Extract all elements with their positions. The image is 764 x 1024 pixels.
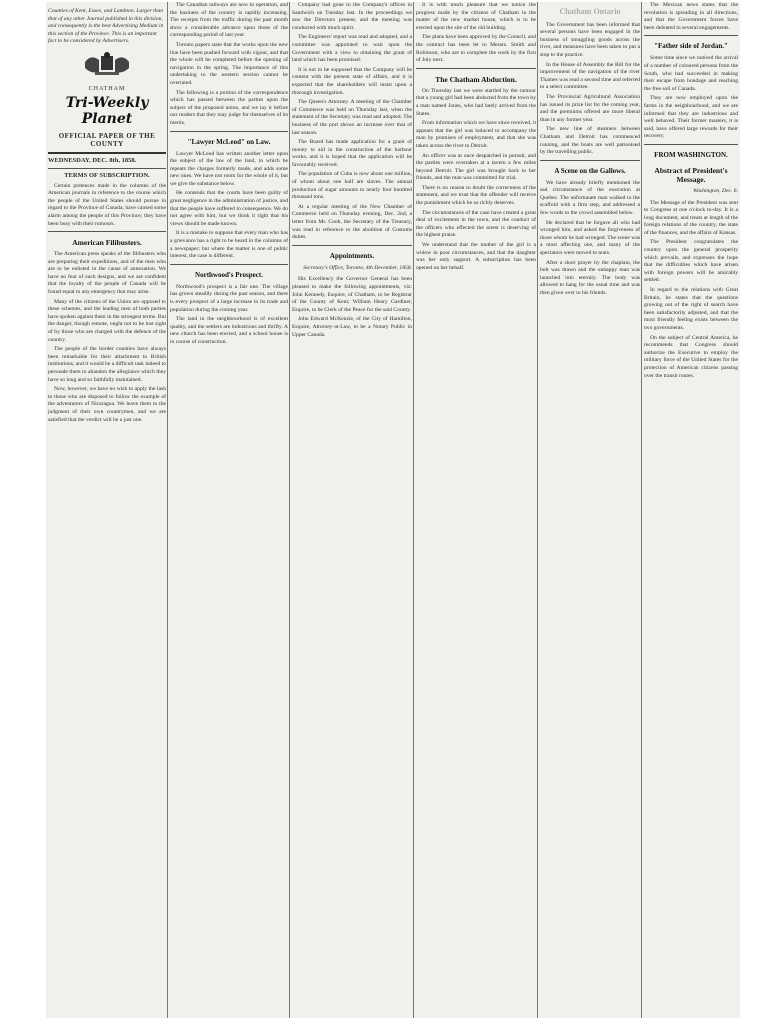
appointments-byline: Secretary's Office, Toronto, 4th December, 1858. — [303, 264, 412, 271]
column-3 — [292, 2, 412, 1018]
column-1 — [48, 2, 166, 1018]
date-divider — [48, 168, 166, 169]
section-divider — [48, 231, 166, 232]
paragraph: The population of Cuba is now about one million, of whom about one half are slaves. The annual production of sugar amounts to nearly four hundred thousand tons. — [292, 171, 412, 201]
column-rule — [537, 2, 538, 1018]
section-divider — [292, 245, 412, 246]
paragraph: We understand that the mother of the girl is a widow in poor circumstances, and that the daughter was her only support. A subscription has been opened on her behalf. — [416, 242, 536, 271]
library-stamp: Chatham Ontario — [559, 7, 621, 16]
headline-appointments: Appointments. — [329, 251, 375, 260]
headline-lawyer-mcleod: "Lawyer McLeod" on Law. — [187, 137, 271, 146]
column-rule — [289, 2, 290, 1018]
paragraph: The land in the neighbourhood is of excellent quality, and the settlers are industrious and thrifty. A new church has been erected, and a school house is in course of construction. — [170, 316, 288, 345]
paragraph: The President congratulates the country upon the general prosperity which prevails, and expresses the hope that the difficulties which have arisen with foreign powers will be amicably settled. — [644, 239, 738, 284]
section-divider — [540, 160, 640, 161]
paragraph: After a short prayer by the chaplain, the bolt was drawn and the unhappy man was launched into eternity. The body was allowed to hang for the usual time and was then given over to his friends. — [540, 259, 640, 296]
masthead-lead-in: Counties of Kent, Essex, and Lambton. Larger than that of any other Journal published in this division, and consequently is the best Advertising Medium in this section of the Province. This is an important fact to be considered by Advertisers. — [48, 8, 164, 45]
column-rule — [641, 2, 642, 1018]
paragraph: The Board has made application for a grant of money to aid in the construction of the harbour works, and it is hoped that the application will be favourably received. — [292, 139, 412, 168]
paragraph: At a regular meeting of the New Chamber of Commerce held on Thursday evening, Dec. 2nd, a letter from Mr. Cook, the Secretary of the Treasury, was read in reference to the abolition of Customs duties. — [292, 203, 412, 241]
headline-abstract-message: Abstract of President's Message. — [654, 165, 728, 184]
column-5 — [540, 2, 640, 1018]
issue-date: WEDNESDAY, DEC. 8th, 1858. — [48, 157, 137, 165]
headline-northwood: Northwood's Prospect. — [195, 270, 263, 279]
column-4 — [416, 2, 536, 1018]
message-byline: Washington, Dec. 6. — [692, 187, 738, 194]
section-divider — [170, 131, 288, 132]
paragraph: The plans have been approved by the Council, and the contract has been let to Messrs. Smith and Robinson, who are to complete the work by the first of July next. — [416, 34, 536, 64]
paragraph: Company had gone to the Company's offices in Sandwich on Tuesday last. In the proceedings we saw the Directors present, and the meeting was conducted with much spirit. — [292, 2, 412, 31]
section-divider — [170, 264, 288, 265]
paragraph: It is not to be supposed that the Company will be content with the present state of affairs, and it is expected that the shareholders will insist upon a thorough investigation. — [292, 66, 412, 96]
paragraph: The Message of the President was sent to Congress at one o'clock to-day. It is a long document, and treats at length of the foreign relations of the country, the state of the finances, and the affairs of Kansas. — [644, 199, 738, 236]
paragraph: The Mexican news states that the revolution is spreading in all directions, and that the Government forces have been defeated in several engagements. — [644, 2, 738, 31]
paragraph: The Engineers' report was read and adopted, and a committee was appointed to wait upon the Government with a view to obtaining the grant of land which has been promised. — [292, 34, 412, 64]
paragraph: The Queen's Attorney. A meeting of the Chamber of Commerce was held on Thursday last, when the statement of the Secretary was read and adopted. The business of the port shows an increase over that of last season. — [292, 99, 412, 136]
headline-american-filibusters: American Filibusters. — [72, 238, 142, 248]
paragraph: Some time since we noticed the arrival of a number of coloured persons from the South, who had succeeded in making their escape from bondage and reaching the free soil of Canada. — [644, 55, 738, 92]
paragraph: The new line of steamers between Chatham and Detroit has commenced running, and the boats are well patronised by the travelling public. — [540, 126, 640, 156]
paragraph: The American press speaks of the filibusters who are preparing their expeditions, and of the men who are to be enlisted in the cause of annexation. We have no fear of such designs, and we are confident that the loyalty of the people of Canada will be found equal to any emergency that may arise. — [48, 251, 166, 296]
paragraph: Lawyer McLeod has written another letter upon the subject of the law of the land, in which he repeats the charges formerly made, and adds some new ones. We have not room for the whole of it, but we give the substance below. — [170, 150, 288, 187]
newspaper-title: Tri-Weekly Planet — [65, 95, 149, 128]
paragraph: Toronto papers state that the works upon the new line have been pushed forward with vigour, and that the whole will be completed before the opening of navigation in the spring. The importance of this undertaking to the western section cannot be overrated. — [170, 41, 288, 86]
column-6 — [644, 2, 738, 1018]
paragraph: The following is a portion of the correspondence which has passed between the parties upon the subject of the proposed union, and we lay it before our readers that they may judge for themselves of its merits. — [170, 89, 288, 126]
paragraph: It is a mistake to suppose that every man who has a grievance has a right to be heard in the columns of a newspaper; but where the matter is one of public interest, the case is different. — [170, 230, 288, 260]
column-rule — [413, 2, 414, 1018]
paragraph: From information which we have since received, it appears that the girl was induced to accompany the man by promises of employment, and that she was taken across the river to Detroit. — [416, 120, 536, 149]
paragraph: Northwood's prospect is a fair one. The village has grown steadily during the past season, and there is every prospect of a large increase in its trade and population during the coming year. — [170, 283, 288, 313]
headline-from-washington: FROM WASHINGTON. — [654, 150, 728, 159]
paragraph: The Provincial Agricultural Association has issued its prize list for the coming year, and the premiums offered are more liberal than in any former year. — [540, 93, 640, 123]
column-rule — [167, 2, 168, 1018]
paragraph: There is no reason to doubt the correctness of the statement, and we trust that the offender will receive the punishment which he so richly deserves. — [416, 184, 536, 207]
masthead-place: CHATHAM — [88, 85, 126, 92]
masthead — [48, 2, 166, 180]
headline-father-side-jordan: "Father side of Jordan." — [654, 42, 728, 51]
royal-crest-icon — [77, 52, 137, 78]
paragraph: In regard to the relations with Great Britain, he states that the questions growing out of the right of search have been satisfactorily adjusted, and that the most friendly feeling exists between the two governments. — [644, 287, 738, 331]
newspaper-page — [46, 2, 740, 1018]
paragraph: The Canadian railways are now in operation, and the business of the country is rapidly increasing. The receipts from the traffic during the past month show a considerable advance upon those of the corresponding period of last year. — [170, 2, 288, 39]
paragraph: His Excellency the Governor General has been pleased to make the following appointments, viz: John Kennedy, Esquire, of Chatham, to be Registrar of the County of Kent; William Henry Gardiner, Esquire, to be Clerk of the Peace for the said County. — [292, 276, 412, 313]
section-divider — [416, 68, 536, 69]
paragraph: In the House of Assembly the Bill for the improvement of the navigation of the river Thames was read a second time and referred to a select committee. — [540, 61, 640, 91]
paragraph: The people of the border counties have always been remarkable for their attachment to British institutions, and it would be a difficult task indeed to persuade them to abandon the allegiance which they have so long and so faithfully maintained. — [48, 346, 166, 383]
headline-chatham-abduction: The Chatham Abduction. — [435, 74, 517, 84]
paragraph: He contends that the courts have been guilty of great negligence in the administration of justice, and that the people have suffered in consequence. We do not agree with him, but we think it right that his views should be made known. — [170, 190, 288, 227]
paragraph: The Government has been informed that several persons have been engaged in the business of smuggling goods across the river, and measures have been taken to put a stop to the practice. — [540, 21, 640, 58]
paragraph: They are now employed upon the farms in the neighbourhood, and we are informed that they are industrious and well behaved. Their former masters, it is said, have offered large rewards for their recovery. — [644, 95, 738, 140]
column-2 — [170, 2, 288, 1018]
section-divider — [644, 144, 738, 145]
paragraph: On the subject of Central America, he recommends that Congress should authorize the Executive to employ the military force of the United States for the protection of American citizens passing over the transit routes. — [644, 334, 738, 379]
paragraph: The circumstances of the case have created a great deal of excitement in the town, and the conduct of the officers who effected the arrest is deserving of the highest praise. — [416, 209, 536, 239]
paragraph: John Edward McKenzie, of the City of Hamilton, Esquire, Attorney-at-Law, to be a Notary Public in Upper Canada. — [292, 316, 412, 338]
paragraph: We have already briefly mentioned the sad circumstance of the execution at Quebec. The unfortunate man walked to the scaffold with a firm step, and addressed a few words to the crowd assembled below. — [540, 179, 640, 217]
headline-scene-gallows: A Scene on the Gallows. — [554, 166, 626, 175]
official-paper-line: OFFICIAL PAPER OF THE COUNTY — [58, 132, 156, 148]
paragraph: On Thursday last we were startled by the rumour that a young girl had been abducted from the town by a man named Jones, who had lately arrived from the States. — [416, 87, 536, 117]
section-divider — [644, 35, 738, 36]
paragraph: Now, however, we have no wish to apply the lash to those who are disposed to follow the example of the adventurers of Nicaragua. We leave them to the judgment of their own countrymen, and we are satisfied that the verdict will be a just one. — [48, 386, 166, 423]
paragraph: He declared that he forgave all who had wronged him, and asked the forgiveness of those whom he had wronged. The scene was a most affecting one, and many of the spectators were moved to tears. — [540, 219, 640, 257]
masthead-divider — [48, 152, 166, 154]
paragraph: Certain pretences made in the columns of the American journals in reference to the course which the people of the United States should pursue in regard to the Province of Canada, have caused some alarm among the people of this Province; they have been busy with their rumours. — [48, 182, 166, 227]
terms-heading: TERMS OF SUBSCRIPTION. — [64, 171, 150, 179]
paragraph: It is with much pleasure that we notice the progress made by the citizens of Chatham in the matter of the new market house, which is to be erected upon the site of the old building. — [416, 2, 536, 31]
paragraph: An officer was at once despatched in pursuit, and the parties were overtaken at a tavern a few miles beyond Detroit. The girl was brought back to her friends, and the man was committed for trial. — [416, 152, 536, 182]
paragraph: Many of the citizens of the Union are opposed to these schemes, and the leading men of both parties have spoken against them in the strongest terms. But the danger, though remote, ought not to be lost sight of by those who are charged with the defence of the country. — [48, 298, 166, 343]
